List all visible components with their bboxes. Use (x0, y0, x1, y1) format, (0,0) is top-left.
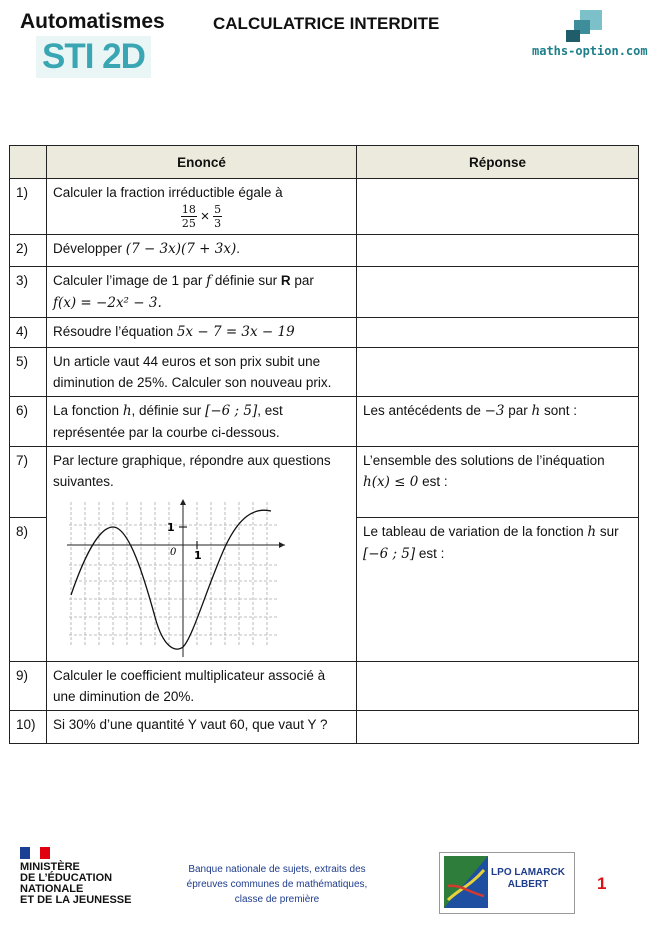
question-number: 1) (10, 179, 47, 235)
text-part: , définie sur (131, 403, 206, 418)
table-row (10, 267, 639, 318)
ministere-line: DE L’ÉDUCATION (20, 872, 113, 884)
question-number: 10) (10, 711, 47, 744)
ministere-line: MINISTÈRE (20, 861, 80, 873)
text-part: sur (596, 524, 619, 539)
fraction-numerator: 5 (214, 203, 222, 216)
answer-cell[interactable] (357, 711, 639, 744)
answer-cell[interactable] (357, 447, 639, 518)
lpo-logo-text (491, 867, 565, 891)
answer-cell[interactable] (357, 235, 639, 267)
math-expression: (7 − 3x)(7 + 3x) (125, 241, 237, 257)
table-row (10, 447, 639, 518)
answer-cell[interactable] (357, 397, 639, 447)
answer-cell[interactable] (357, 662, 639, 711)
y-axis-arrow (180, 499, 186, 505)
question-number: 3) (10, 267, 47, 318)
question-number: 2) (10, 235, 47, 267)
question-text (47, 235, 357, 267)
text-part: Les antécédents de (363, 403, 485, 418)
label-origin: 0 (170, 547, 177, 558)
math-expression: h(x) ≤ 0 (363, 474, 419, 490)
answer-cell[interactable] (357, 179, 639, 235)
table-row (10, 235, 639, 267)
ministere-line: ET DE LA JEUNESSE (20, 894, 132, 906)
math-expression: 5x − 7 = 3x − 19 (176, 324, 295, 340)
math-symbol: h (122, 403, 132, 419)
banque-caption: Banque nationale de sujets, extraits des épreuves communes de mathématiques, classe de première (186, 864, 368, 905)
question-text: Si 30% d’une quantité Y vaut 60, que vaut Y ? (47, 711, 357, 744)
answer-cell[interactable] (357, 518, 639, 662)
reals-symbol: R (280, 273, 291, 288)
question-number: 7) (10, 447, 47, 518)
page-number: 1 (597, 874, 607, 893)
math-value: −3 (484, 403, 505, 419)
text-part: est : (415, 546, 445, 561)
text-part: , est représentée par la courbe ci-dessous. (53, 403, 283, 440)
text-part: sont : (540, 403, 577, 418)
question-number: 5) (10, 348, 47, 397)
text-part: L’ensemble des solutions de l’inéquation (363, 453, 605, 468)
text-part: Résoudre l’équation (53, 324, 177, 339)
question-7-text: Par lecture graphique, répondre aux questions suivantes. (53, 453, 331, 489)
text-part: . (236, 241, 241, 256)
question-number: 4) (10, 318, 47, 348)
table-row (10, 711, 639, 744)
question-text: Calculer le coefficient multiplicateur associé à une diminution de 20%. (47, 662, 357, 711)
fraction-denominator: 25 (181, 217, 196, 230)
fraction-numerator: 18 (181, 203, 196, 216)
text-part: est : (418, 474, 448, 489)
question-number: 9) (10, 662, 47, 711)
math-symbol: f (206, 273, 212, 289)
table-row (10, 348, 639, 397)
times-operator: × (200, 208, 210, 225)
fraction-denominator: 3 (214, 217, 222, 230)
calculator-notice: CALCULATRICE INTERDITE (213, 14, 440, 33)
x-axis-arrow (279, 542, 285, 548)
question-text: Un article vaut 44 euros et son prix subit une diminution de 25%. Calculer son nouveau prix. (47, 348, 357, 397)
function-graph (59, 497, 289, 662)
math-expression: f(x) = −2x² − 3. (53, 295, 162, 311)
text-part: Calculer l’image de 1 par (53, 273, 207, 288)
answer-cell[interactable] (357, 318, 639, 348)
lpo-line: LPO LAMARCK (491, 867, 565, 878)
header-enonce: Enoncé (47, 146, 357, 179)
table-row (10, 662, 639, 711)
table-row (10, 318, 639, 348)
site-link[interactable]: maths-option.com (532, 44, 648, 58)
math-symbol: h (587, 524, 597, 540)
question-text (47, 318, 357, 348)
header-reponse: Réponse (357, 146, 639, 179)
page-title: Automatismes (20, 10, 165, 33)
fraction-5-3 (213, 203, 222, 230)
answer-cell[interactable] (357, 348, 639, 397)
text-part: par (290, 273, 314, 288)
text-part: La fonction (53, 403, 123, 418)
question-text-with-graph (47, 447, 357, 662)
text-part: définie sur (211, 273, 281, 288)
header-num-cell (10, 146, 47, 179)
republique-flag-icon (20, 847, 50, 859)
text-part: par (504, 403, 532, 418)
ministere-logo-text (20, 862, 131, 906)
label-one-x: 1 (194, 549, 202, 562)
text-part: Le tableau de variation de la fonction (363, 524, 588, 539)
text-part: Développer (53, 241, 126, 256)
question-text (47, 179, 357, 235)
question-text (47, 397, 357, 447)
questions-table (9, 145, 639, 744)
question-number: 6) (10, 397, 47, 447)
fraction-expression (53, 203, 350, 230)
lpo-line: ALBERT (507, 879, 549, 890)
table-header (10, 146, 639, 179)
table-row (10, 397, 639, 447)
math-interval: [−6 ; 5] (205, 403, 258, 419)
math-symbol: h (531, 403, 541, 419)
answer-cell[interactable] (357, 267, 639, 318)
question-number: 8) (10, 518, 47, 662)
question-text (47, 267, 357, 318)
course-label: STI 2D (36, 36, 151, 78)
fraction-18-25 (181, 203, 197, 230)
label-one-y: 1 (167, 521, 175, 534)
ministere-line: NATIONALE (20, 883, 84, 895)
question-1-text: Calculer la fraction irréductible égale à (53, 185, 283, 200)
site-logo-icon (566, 10, 604, 42)
lpo-logo-icon (444, 856, 488, 908)
table-row (10, 179, 639, 235)
math-interval: [−6 ; 5] (363, 546, 416, 562)
